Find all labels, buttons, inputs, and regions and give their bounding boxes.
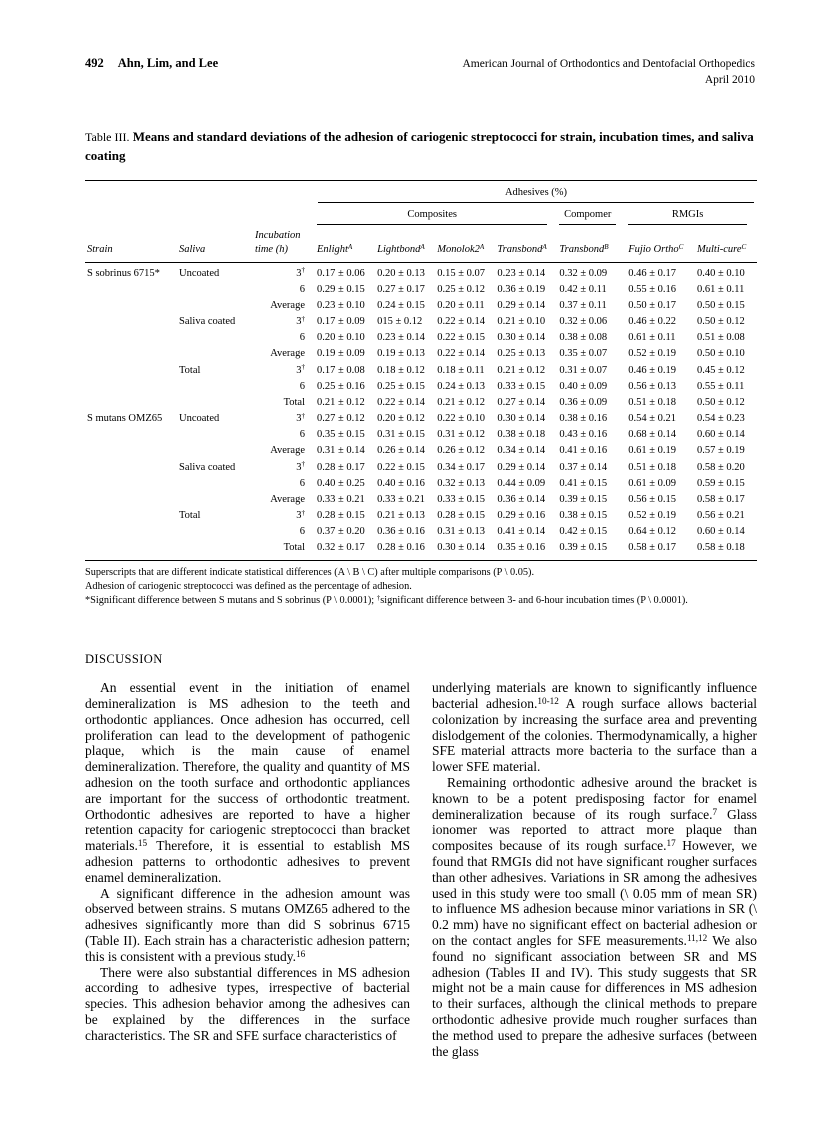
table-row [85,282,757,298]
table-cell [177,492,253,508]
table-cell [177,540,253,560]
table-cell: 0.61 ± 0.11 [697,283,745,295]
table-cell [177,282,253,298]
table-cell: 0.43 ± 0.16 [559,429,608,441]
journal-name: American Journal of Orthodontics and Dentofacial Orthopedics [462,58,755,70]
table-cell: 6 [299,526,305,538]
spacer-cell [85,204,315,226]
two-column-text [85,680,757,1059]
table-cell: 0.32 ± 0.09 [559,267,608,279]
table-cell [177,427,253,443]
table-cell: 0.28 ± 0.15 [437,510,486,522]
running-head-right [462,56,755,88]
table-cell: 0.36 ± 0.16 [377,526,425,538]
table-cell: 0.38 ± 0.15 [559,510,608,522]
table-cell: 0.60 ± 0.14 [697,429,745,441]
table-row [85,427,757,443]
table-row [85,411,757,427]
table-cell [177,395,253,411]
table-cell: 6 [299,429,305,441]
table-cell: 0.55 ± 0.11 [697,380,745,392]
table-cell [177,443,253,459]
table-cell: 0.20 ± 0.13 [377,267,425,279]
table-cell: 0.39 ± 0.15 [557,540,626,560]
table-header-row [85,226,757,262]
table-cell [85,379,177,395]
table-cell: 0.37 ± 0.20 [317,526,365,538]
table-cell: 0.18 ± 0.12 [377,364,425,376]
table-cell: 0.32 ± 0.06 [559,316,608,328]
table-cell: Total [179,510,201,522]
table-cell: 0.32 ± 0.17 [315,540,375,560]
table-cell: 0.56 ± 0.13 [628,380,676,392]
table-cell: 0.34 ± 0.17 [437,461,486,473]
table-row [85,395,757,411]
table-cell: 015 ± 0.12 [377,316,423,328]
table-cell: 0.19 ± 0.09 [317,348,365,360]
table-row [85,379,757,395]
table-cell: 0.58 ± 0.18 [695,540,757,560]
table-cell: 0.29 ± 0.14 [497,461,546,473]
table-title [85,128,757,166]
table-cell: 0.28 ± 0.16 [375,540,435,560]
table-row [85,492,757,508]
table-footnote: Superscripts that are different indicate statistical differences (A \ B \ C) after multiple comparisons (P \ 0.05). [85,566,535,578]
table-cell [85,443,177,459]
table-cell: 0.20 ± 0.12 [377,413,425,425]
table-cell: Total [253,540,315,560]
table-cell: 0.37 ± 0.11 [559,299,607,311]
paragraph: There were also substantial differences in MS adhesion according to adhesive types, irrespective of bacterial species. This adhesion behavior among the adhesives can be explained by the differences in the surface characteristics. The SR and SFE surface characteristics of [85,964,410,1043]
table-cell: 0.31 ± 0.15 [377,429,425,441]
table-row [85,330,757,346]
table-cell: Average [270,299,305,311]
table-footnote: Adhesion of cariogenic streptococci was defined as the percentage of adhesion. [85,580,412,592]
table-cell: 0.40 ± 0.09 [559,380,608,392]
discussion-section [85,652,758,1059]
table-cell: 3† [296,411,305,425]
table-cell [85,282,177,298]
table-cell [177,330,253,346]
table-cell: 0.51 ± 0.18 [628,396,676,408]
table-cell: Average [270,493,305,505]
table-cell: 0.56 ± 0.21 [697,510,745,522]
table-cell: 0.50 ± 0.10 [697,348,745,360]
table-cell [85,540,177,560]
adhesives-span-row [85,180,757,204]
table-cell: 0.30 ± 0.14 [497,332,546,344]
table-cell [177,476,253,492]
table-row [85,524,757,540]
table-cell: 6 [299,477,305,489]
table-cell: 0.55 ± 0.16 [628,283,676,295]
table-cell: 0.22 ± 0.10 [437,413,486,425]
table-cell: 0.59 ± 0.15 [697,477,745,489]
table-cell: 0.41 ± 0.16 [559,445,608,457]
table-cell: 0.21 ± 0.12 [437,396,486,408]
paragraph: An essential event in the initiation of enamel demineralization is MS adhesion to the teeth and orthodontic appliances. Once adhesion has occurred, cell proliferation can lead to the development of pathogenic plaque, which is the main cause of enamel demineralization. Therefore, the quality and quantity of MS adhesion on the tooth surface and orthodontic appliances are important for the success of orthodontic treatment. Orthodontic adhesives are reported to have a higher retention capacity for cariogenic streptococci than bracket materials.$^{15}$ Therefore, it is essential to establish MS adhesion patterns to orthodontic adhesives to prevent enamel demineralization. [85,680,410,885]
table-cell: 0.21 ± 0.12 [317,396,365,408]
table-cell: 0.17 ± 0.09 [317,316,365,328]
col-group-compomer: Compomer [557,204,626,226]
spacer-cell [85,180,315,204]
table-cell: 3† [296,363,305,376]
table-cell: Uncoated [179,267,220,279]
table-cell: 0.24 ± 0.15 [377,299,425,311]
table-cell: 0.15 ± 0.07 [437,267,486,279]
table-cell: 0.38 ± 0.18 [497,429,546,441]
running-head-left [85,56,218,71]
column-header: Incubation time (h) [253,226,315,262]
table-cell [85,460,177,476]
table-cell: 0.26 ± 0.14 [377,445,425,457]
table-title-text: Means and standard deviations of the adhesion of cariogenic streptococci for strain, incubation times, and saliva coating [85,129,754,164]
table-cell: 0.33 ± 0.15 [437,493,486,505]
table-cell: 0.46 ± 0.19 [628,364,676,376]
table-cell: 0.36 ± 0.14 [497,493,546,505]
table-cell [85,395,177,411]
column-header: $Monolok2^A$ [435,226,495,262]
table-cell: 0.21 ± 0.10 [497,316,546,328]
table-cell: 0.22 ± 0.15 [437,332,486,344]
table-cell [85,330,177,346]
column-header: Transbond$^A$ [495,226,557,262]
table-cell: 0.23 ± 0.14 [497,267,546,279]
table-cell: 0.31 ± 0.14 [317,445,365,457]
table-cell: 0.51 ± 0.08 [697,332,745,344]
table-cell [85,346,177,362]
table-cell: 0.20 ± 0.10 [317,332,365,344]
table-cell: 0.22 ± 0.14 [377,396,425,408]
table-footnote: *Significant difference between S mutans and S sobrinus (P \ 0.0001); †significant difference between 3- and 6-hour incubation times (P \ 0.0001). [85,593,688,607]
table-cell: 0.58 ± 0.20 [697,461,745,473]
table-cell: 3† [296,508,305,522]
table-cell: S sobrinus 6715* [87,267,160,279]
table-cell: 0.68 ± 0.14 [628,429,676,441]
table-cell: 0.33 ± 0.21 [377,493,425,505]
table-cell [85,492,177,508]
table-cell: 0.60 ± 0.14 [697,526,745,538]
table-cell: 0.29 ± 0.15 [317,283,365,295]
section-heading: DISCUSSION [85,652,163,667]
col-group-rmgis: RMGIs [626,204,757,226]
table-cell: Saliva coated [179,461,236,473]
table-row [85,363,757,379]
table-cell: Average [270,348,305,360]
table-cell: Total [179,364,201,376]
table-label: Table III. [85,130,130,145]
table-cell [85,314,177,330]
column-header: Multi-cure$^C$ [695,226,757,262]
table-cell: 6 [299,380,305,392]
table-cell: 0.31 ± 0.07 [559,364,608,376]
table-cell: 6 [299,283,305,295]
running-head [85,56,755,88]
table-cell: 0.25 ± 0.16 [317,380,365,392]
table-cell [85,508,177,524]
table-cell: 3† [296,460,305,473]
table-cell: 0.54 ± 0.21 [628,413,676,425]
column-header: Enlight$^A$ [315,226,375,262]
table-row [85,346,757,362]
discussion-right-column [432,680,757,1059]
table-cell: 0.35 ± 0.15 [317,429,365,441]
table-cell: 0.41 ± 0.14 [497,526,546,538]
table-cell: 0.37 ± 0.14 [559,461,608,473]
col-group-composites: Composites [315,204,557,226]
page-number: 492 [85,56,104,70]
table-row [85,508,757,524]
table-cell: 0.52 ± 0.19 [628,348,676,360]
table-cell: 0.27 ± 0.12 [317,413,365,425]
table-cell: 0.50 ± 0.12 [697,316,745,328]
table-row [85,262,757,282]
table-cell: 0.34 ± 0.14 [497,445,546,457]
table-row [85,443,757,459]
table-cell: 0.21 ± 0.12 [497,364,546,376]
table-cell: 0.36 ± 0.19 [497,283,546,295]
table-cell: 0.61 ± 0.11 [628,332,676,344]
table-cell: 6 [299,332,305,344]
table-row [85,314,757,330]
table-cell: 3† [296,314,305,328]
paragraph: underlying materials are known to significantly influence bacterial adhesion.$^{10-12}$ A rough surface allows bacterial colonization by increasing the surface area and preventing dislodgement of the colonies. Thermodynamically, a higher SFE material attracts more bacteria to the surface than a lower SFE material. [432,680,757,775]
table-cell: 0.41 ± 0.15 [559,477,608,489]
column-header: Saliva [177,226,253,262]
column-header: Transbond$^B$ [557,226,626,262]
table-cell: 0.29 ± 0.16 [497,510,546,522]
table-head [85,180,757,262]
paragraph: Remaining orthodontic adhesive around the bracket is known to be a potent predisposing factor for enamel demineralization because of its rough surface.$^7$ Glass ionomer was reported to attract more plaque than composites because of its rough surface.$^{17}$ However, we found that RMGIs did not have significant rougher surfaces than other adhesives. Variations in SR among the adhesives used in this study were too small (\ 0.05 mm of mean SR) to influence MS adhesion because minor variations in SR (\ 0.2 mm) have no significant effect on bacterial adhesion or on the contact angles for SFE measurements.$^{11,12}$ We also found no significant association between SR and MS adhesion (Tables II and IV). This study suggests that SR might not be a main cause for differences in MS adhesion to their surfaces, although the clinical methods to prepare orthodontic adhesive provide much rougher surfaces than the method used to prepare the adhesive surfaces (between the glass [432,775,758,1059]
table-cell: 0.42 ± 0.15 [559,526,608,538]
table-cell [177,524,253,540]
table-cell: 0.18 ± 0.11 [437,364,485,376]
table-cell: 0.23 ± 0.14 [377,332,425,344]
table-cell: 0.25 ± 0.13 [497,348,546,360]
table-cell: 0.51 ± 0.18 [628,461,676,473]
table-cell: 0.44 ± 0.09 [497,477,546,489]
table-cell: 0.45 ± 0.12 [697,364,745,376]
table-cell: 0.36 ± 0.09 [559,396,608,408]
table-cell: 0.42 ± 0.11 [559,283,607,295]
table-cell: 0.22 ± 0.14 [437,316,486,328]
table-cell [85,363,177,379]
table-cell: 0.38 ± 0.08 [559,332,608,344]
table-cell: 0.31 ± 0.13 [437,526,486,538]
table-cell [85,524,177,540]
table-cell [85,476,177,492]
table-cell: Average [270,445,305,457]
table-cell: Uncoated [179,413,220,425]
table-cell: 0.56 ± 0.15 [628,493,676,505]
table-cell: 0.31 ± 0.12 [437,429,486,441]
issue-date: April 2010 [704,74,755,87]
table-cell [177,346,253,362]
table-cell: 0.46 ± 0.22 [628,316,676,328]
column-header: Strain [85,226,177,262]
results-table [85,180,757,561]
table-cell: 0.64 ± 0.12 [628,526,676,538]
table-cell: 0.26 ± 0.12 [437,445,486,457]
table-cell: 0.38 ± 0.16 [559,413,608,425]
table-cell: 0.22 ± 0.15 [377,461,425,473]
table-footnotes [85,566,757,609]
paragraph: A significant difference in the adhesion amount was observed between strains. S mutans OMZ65 adhered to the adhesives significantly more than did S sobrinus 6715 (Table II). Each strain has a characteristic adhesion pattern; this is consistent with a previous study.$^{16}$ [85,885,410,964]
table-cell: 0.17 ± 0.08 [317,364,365,376]
table-cell: 0.32 ± 0.13 [437,477,486,489]
table-cell: 0.28 ± 0.15 [317,510,365,522]
table-cell: 0.30 ± 0.14 [435,540,495,560]
adhesives-group-label: Adhesives (%) [318,186,754,203]
table-cell: 0.35 ± 0.07 [559,348,608,360]
table-cell: 0.46 ± 0.17 [628,267,676,279]
table-row [85,540,757,560]
table-cell: 0.24 ± 0.13 [437,380,486,392]
table-cell: 0.61 ± 0.09 [628,477,676,489]
table-cell: 0.30 ± 0.14 [497,413,546,425]
table-cell: 0.50 ± 0.15 [697,299,745,311]
discussion-left-column [85,680,410,1059]
table-row [85,476,757,492]
table-group-row [85,204,757,226]
table-cell: 0.40 ± 0.16 [377,477,425,489]
table-cell: 0.39 ± 0.15 [559,493,608,505]
table-cell [177,379,253,395]
table-cell: 0.29 ± 0.14 [497,299,546,311]
table-row [85,298,757,314]
table-cell: 0.58 ± 0.17 [697,493,745,505]
table-cell: 0.28 ± 0.17 [317,461,365,473]
adhesives-group-header [315,180,757,204]
table-cell: Saliva coated [179,316,236,328]
table-cell: 0.35 ± 0.16 [495,540,557,560]
column-header: Lightbond$^A$ [375,226,435,262]
table-cell: 0.54 ± 0.23 [697,413,745,425]
table-cell: S mutans OMZ65 [87,413,163,425]
table-cell: 0.50 ± 0.17 [628,299,676,311]
table-cell: 0.23 ± 0.10 [317,299,365,311]
table-cell [177,298,253,314]
table-cell: 0.50 ± 0.12 [697,396,745,408]
table-cell: 3† [296,266,305,279]
table-cell: 0.33 ± 0.21 [317,493,365,505]
table-cell: Total [283,396,305,408]
table-cell: 0.21 ± 0.13 [377,510,425,522]
table-cell: 0.40 ± 0.25 [317,477,365,489]
table-cell [85,298,177,314]
table-row [85,460,757,476]
table-cell: 0.20 ± 0.11 [437,299,485,311]
table-cell: 0.52 ± 0.19 [628,510,676,522]
authors: Ahn, Lim, and Lee [117,56,219,70]
table-cell: 0.25 ± 0.12 [437,283,486,295]
table-cell: 0.61 ± 0.19 [628,445,676,457]
table-cell: 0.58 ± 0.17 [626,540,695,560]
table-cell: 0.19 ± 0.13 [377,348,425,360]
table-cell: 0.25 ± 0.15 [377,380,425,392]
table-body [85,262,757,560]
column-header: Fujio Ortho$^C$ [626,226,695,262]
table-cell: 0.27 ± 0.14 [497,396,546,408]
table-cell: 0.40 ± 0.10 [697,267,745,279]
table-cell [85,427,177,443]
table-cell: 0.33 ± 0.15 [497,380,546,392]
table-cell: 0.27 ± 0.17 [377,283,425,295]
table-cell: 0.22 ± 0.14 [437,348,486,360]
table-cell: 0.17 ± 0.06 [317,267,365,279]
table-cell: 0.57 ± 0.19 [697,445,745,457]
